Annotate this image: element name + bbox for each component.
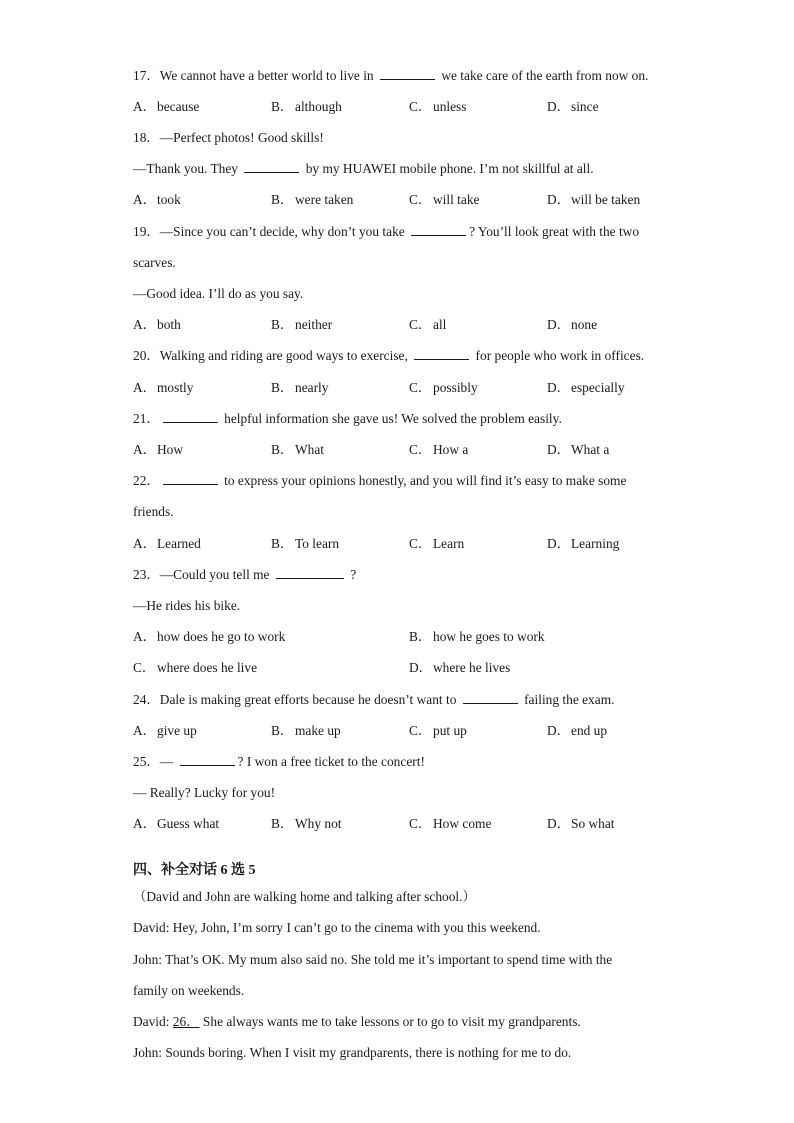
answer-blank <box>180 753 235 766</box>
option-b: B． nearly <box>271 380 329 395</box>
question-23-options-row1 <box>133 628 693 646</box>
option-d: D．So what <box>547 816 615 831</box>
question-19-options <box>133 316 693 334</box>
dialogue-intro: （David and John are walking home and talking after school.） <box>133 889 476 904</box>
option-c: C． unless <box>409 99 467 114</box>
option-a: A．mostly <box>133 380 194 395</box>
answer-blank <box>276 566 344 579</box>
question-17-options <box>133 98 693 116</box>
question-19-stem-cont: scarves. <box>133 255 176 270</box>
option-b: B． What <box>271 442 324 457</box>
question-24-stem: 24．Dale is making great efforts because he doesn’t want to failing the exam. <box>133 692 615 707</box>
question-23-options-row2 <box>133 659 693 677</box>
option-a: A．give up <box>133 723 197 738</box>
option-a: A．Guess what <box>133 816 220 831</box>
question-21-stem: 21． helpful information she gave us! We solved the problem easily. <box>133 411 562 426</box>
answer-blank <box>463 691 518 704</box>
option-b: B． were taken <box>271 192 354 207</box>
section-title: 四、补全对话 6 选 5 <box>133 863 256 878</box>
question-20-stem: 20．Walking and riding are good ways to exercise, for people who work in offices. <box>133 348 645 363</box>
option-d: D．Learning <box>547 536 620 551</box>
question-25-options <box>133 815 693 833</box>
question-19-stem: 19．—Since you can’t decide, why don’t you take ? You’ll look great with the two <box>133 224 640 239</box>
answer-blank <box>380 67 435 80</box>
option-a: A．both <box>133 317 181 332</box>
question-19-reply: —Good idea. I’ll do as you say. <box>133 286 304 301</box>
question-22-stem-cont: friends. <box>133 504 174 519</box>
question-17-stem: 17．We cannot have a better world to live in we take care of the earth from now on. <box>133 68 649 83</box>
option-c: C． How a <box>409 442 469 457</box>
option-b: B． make up <box>271 723 341 738</box>
option-d: D．What a <box>547 442 610 457</box>
option-b: B． To learn <box>271 536 340 551</box>
option-b: B． although <box>271 99 342 114</box>
option-d: D．especially <box>547 380 625 395</box>
option-c: C． where does he live <box>133 660 258 675</box>
option-b: B． neither <box>271 317 333 332</box>
answer-blank <box>411 223 466 236</box>
dialogue-line-john-1-cont: family on weekends. <box>133 983 245 998</box>
option-d: D．since <box>547 99 599 114</box>
dialogue-line-john-2: John: Sounds boring. When I visit my grandparents, there is nothing for me to do. <box>133 1045 572 1060</box>
option-a: A．how does he go to work <box>133 629 286 644</box>
option-d: D．none <box>547 317 598 332</box>
question-24-options <box>133 722 693 740</box>
option-c: C． will take <box>409 192 480 207</box>
question-23-stem: 23．—Could you tell me ? <box>133 567 357 582</box>
dialogue-line-david-2: David: 26． She always wants me to take lessons or to go to visit my grandparents. <box>133 1014 581 1029</box>
option-a: A．Learned <box>133 536 201 551</box>
question-18-options <box>133 191 693 209</box>
option-a: A．How <box>133 442 184 457</box>
question-25-stem: 25．— ? I won a free ticket to the concert! <box>133 754 425 769</box>
question-25-reply: — Really? Lucky for you! <box>133 785 276 800</box>
question-20-options <box>133 379 693 397</box>
answer-blank <box>414 347 469 360</box>
question-21-options <box>133 441 693 459</box>
question-22-options <box>133 535 693 553</box>
answer-blank <box>163 410 218 423</box>
dialogue-line-john-1: John: That’s OK. My mum also said no. She told me it’s important to spend time with the <box>133 952 613 967</box>
option-d: D．will be taken <box>547 192 641 207</box>
option-d: D．end up <box>547 723 608 738</box>
option-b: B． Why not <box>271 816 342 831</box>
blank-number-26: 26． <box>172 1014 200 1029</box>
option-a: A．took <box>133 192 181 207</box>
question-23-reply: —He rides his bike. <box>133 598 241 613</box>
question-18-stem: 18．—Perfect photos! Good skills! <box>133 130 324 145</box>
option-c: C． Learn <box>409 536 465 551</box>
question-22-stem: 22． to express your opinions honestly, and you will find it’s easy to make some <box>133 473 627 488</box>
option-c: C． possibly <box>409 380 478 395</box>
question-18-reply: —Thank you. They by my HUAWEI mobile phone. I’m not skillful at all. <box>133 161 594 176</box>
dialogue-line-david-1: David: Hey, John, I’m sorry I can’t go to the cinema with you this weekend. <box>133 920 541 935</box>
option-b: B． how he goes to work <box>409 629 545 644</box>
answer-blank <box>244 160 299 173</box>
option-c: C． put up <box>409 723 467 738</box>
option-c: C． all <box>409 317 447 332</box>
option-c: C． How come <box>409 816 492 831</box>
option-a: A．because <box>133 99 200 114</box>
option-d: D．where he lives <box>409 660 511 675</box>
answer-blank <box>163 472 218 485</box>
